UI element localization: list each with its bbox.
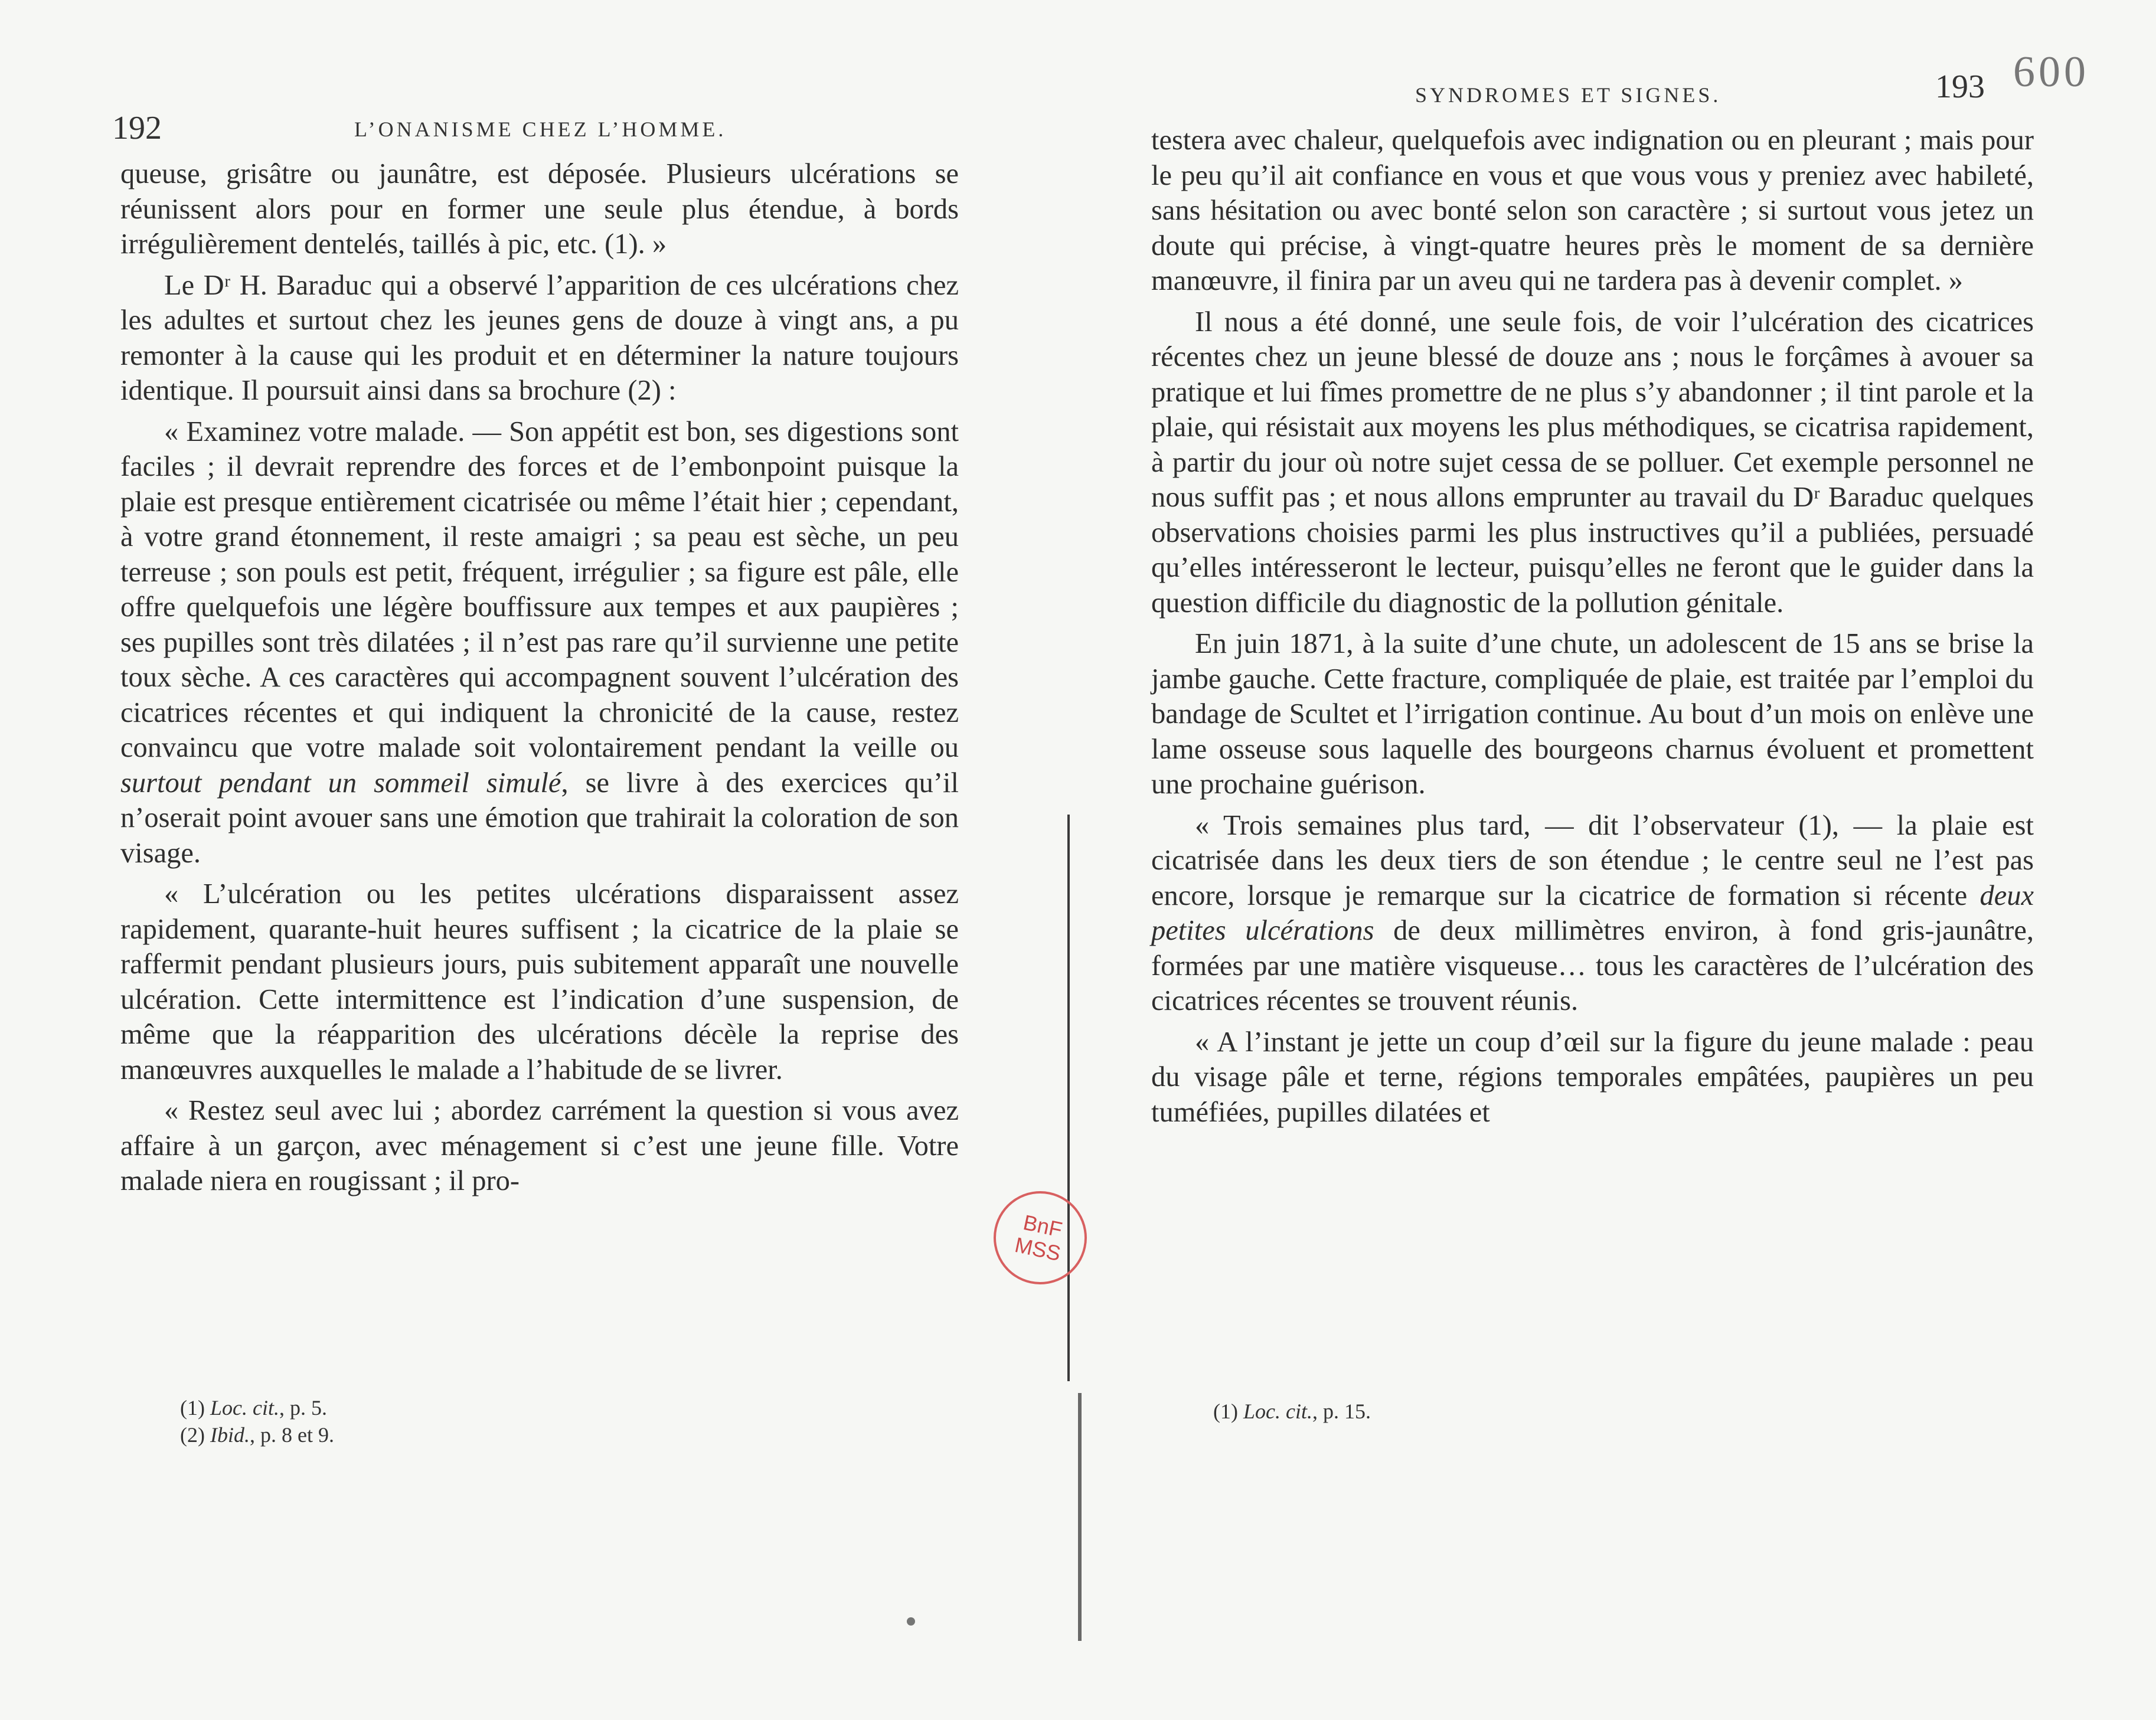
- footnote: (2) Ibid., p. 8 et 9.: [180, 1423, 334, 1447]
- right-page: [1080, 0, 2156, 1720]
- paragraph: « Examinez votre malade. — Son appétit est bon, ses digestions sont faciles ; il devrait reprendre des forces et de l’embonpoint puisque la plaie est presque entièrement cicatrisée ou même l’était hier ; cependant, à votre grand étonnement, il reste amaigri ; sa peau est sèche, un peu terreuse ; son pouls est petit, fréquent, irrégulier ; sa figure est pâle, elle offre quelquefois une légère bouffissure aux tempes et aux paupières ; ses pupilles sont très dilatées ; il n’est pas rare qu’il survienne une petite toux sèche. A ces caractères qui accompagnent souvent l’ulcération des cicatrices récentes et qui indiquent la chronicité de la cause, restez convaincu que votre malade soit volontairement pendant la veille ou surtout pendant un sommeil simulé, se livre à des exercices qu’il n’oserait point avouer sans une émotion que trahirait la coloration de son visage.: [120, 416, 959, 869]
- paragraph: Le Dʳ H. Baraduc qui a observé l’apparition de ces ulcérations chez les adultes et surtout chez les jeunes gens de douze à vingt ans, a pu remonter à la cause qui les produit et en déterminer la nature toujours identique. Il poursuit ainsi dans sa brochure (2) :: [120, 269, 959, 406]
- paragraph: testera avec chaleur, quelquefois avec indignation ou en pleurant ; mais pour le peu qu’il ait confiance en vous et que vous vous y preniez avec habileté, sans hésitation ou avec bonté selon son caractère ; si surtout vous jetez un doute qui précise, à vingt-quatre heures près le moment de sa dernière manœuvre, il finira par un aveu qui ne tardera pas à devenir complet. »: [1151, 125, 2034, 296]
- italic-phrase: surtout pendant un sommeil simulé: [120, 767, 561, 799]
- paragraph: Il nous a été donné, une seule fois, de voir l’ulcération des cicatrices récentes chez un jeune blessé de douze ans ; nous le forçâmes à avouer sa pratique et lui fîmes promettre de ne plus s’y abandonner ; il tint parole et la plaie, qui résistait aux moyens les plus méthodiques, se cicatrisa rapidement, à partir du jour où notre sujet cessa de se polluer. Cet exemple personnel ne nous suffit pas ; et nous allons emprunter au travail du Dʳ Baraduc quelques observations choisies parmi les plus instructives qu’il a publiées, persuadé qu’elles intéresseront le lecteur, puisqu’elles ne feront que le guider dans la question difficile du diagnostic de la pollution génitale.: [1151, 306, 2034, 619]
- running-head: SYNDROMES ET SIGNES.: [1415, 83, 1721, 107]
- text-column: [1151, 123, 2034, 1130]
- paragraph: « Restez seul avec lui ; abordez carrément la question si vous avez affaire à un garçon, avec ménagement si c’est une jeune fille. Votre malade niera en rougissant ; il pro-: [120, 1095, 959, 1196]
- italic-phrase: deux petites ulcérations: [1151, 879, 2034, 946]
- running-head: L’ONANISME CHEZ L’HOMME.: [354, 117, 727, 141]
- folio-number: 600: [2013, 48, 2089, 96]
- paragraph: « A l’instant je jette un coup d’œil sur la figure du jeune malade : peau du visage pâle et terne, régions temporales empâtées, paupières un peu tuméfiées, pupilles dilatées et: [1151, 1026, 2034, 1128]
- paragraph: « L’ulcération ou les petites ulcérations disparaissent assez rapidement, quarante-huit heures suffisent ; la cicatrice de la plaie se raffermit pendant plusieurs jours, puis subitement apparaît une nouvelle ulcération. Cette intermittence est l’indication d’une suspension, de même que la réapparition des ulcérations décèle la reprise des manœuvres auxquelles le malade a l’habitude de se livrer.: [120, 878, 959, 1085]
- ink-spot: [907, 1617, 915, 1626]
- footnotes: [180, 1394, 711, 1448]
- gutter-line: [1067, 815, 1070, 1381]
- paragraph: queuse, grisâtre ou jaunâtre, est déposée. Plusieurs ulcérations se réunissent alors pour en former une seule plus étendue, à bords irrégulièrement dentelés, taillés à pic, etc. (1). »: [120, 158, 959, 260]
- text-column: [120, 156, 959, 1199]
- footnote: (1) Loc. cit., p. 15.: [1213, 1399, 1371, 1423]
- footnotes: [1213, 1398, 1685, 1425]
- page-number: 192: [112, 110, 162, 146]
- paragraph: En juin 1871, à la suite d’une chute, un adolescent de 15 ans se brise la jambe gauche. Cette fracture, compliquée de plaie, est traitée par l’emploi du bandage de Scultet et l’irrigation continue. Au bout d’un mois on enlève une lame osseuse sous laquelle des bourgeons charnus évoluent et promettent une prochaine guérison.: [1151, 628, 2034, 800]
- footnote: (1) Loc. cit., p. 5.: [180, 1396, 327, 1420]
- page-number: 193: [1935, 68, 1985, 105]
- library-stamp: BnF MSS: [985, 1182, 1095, 1293]
- paragraph: « Trois semaines plus tard, — dit l’observateur (1), — la plaie est cicatrisée dans les deux tiers de son étendue ; le centre seul ne l’est pas encore, lorsque je remarque sur la cicatrice de formation si récente deux petites ulcérations de deux millimètres environ, à fond gris-jaunâtre, formées par une matière visqueuse… tous les caractères de l’ulcération des cicatrices récentes se trouvent réunis.: [1151, 809, 2034, 1016]
